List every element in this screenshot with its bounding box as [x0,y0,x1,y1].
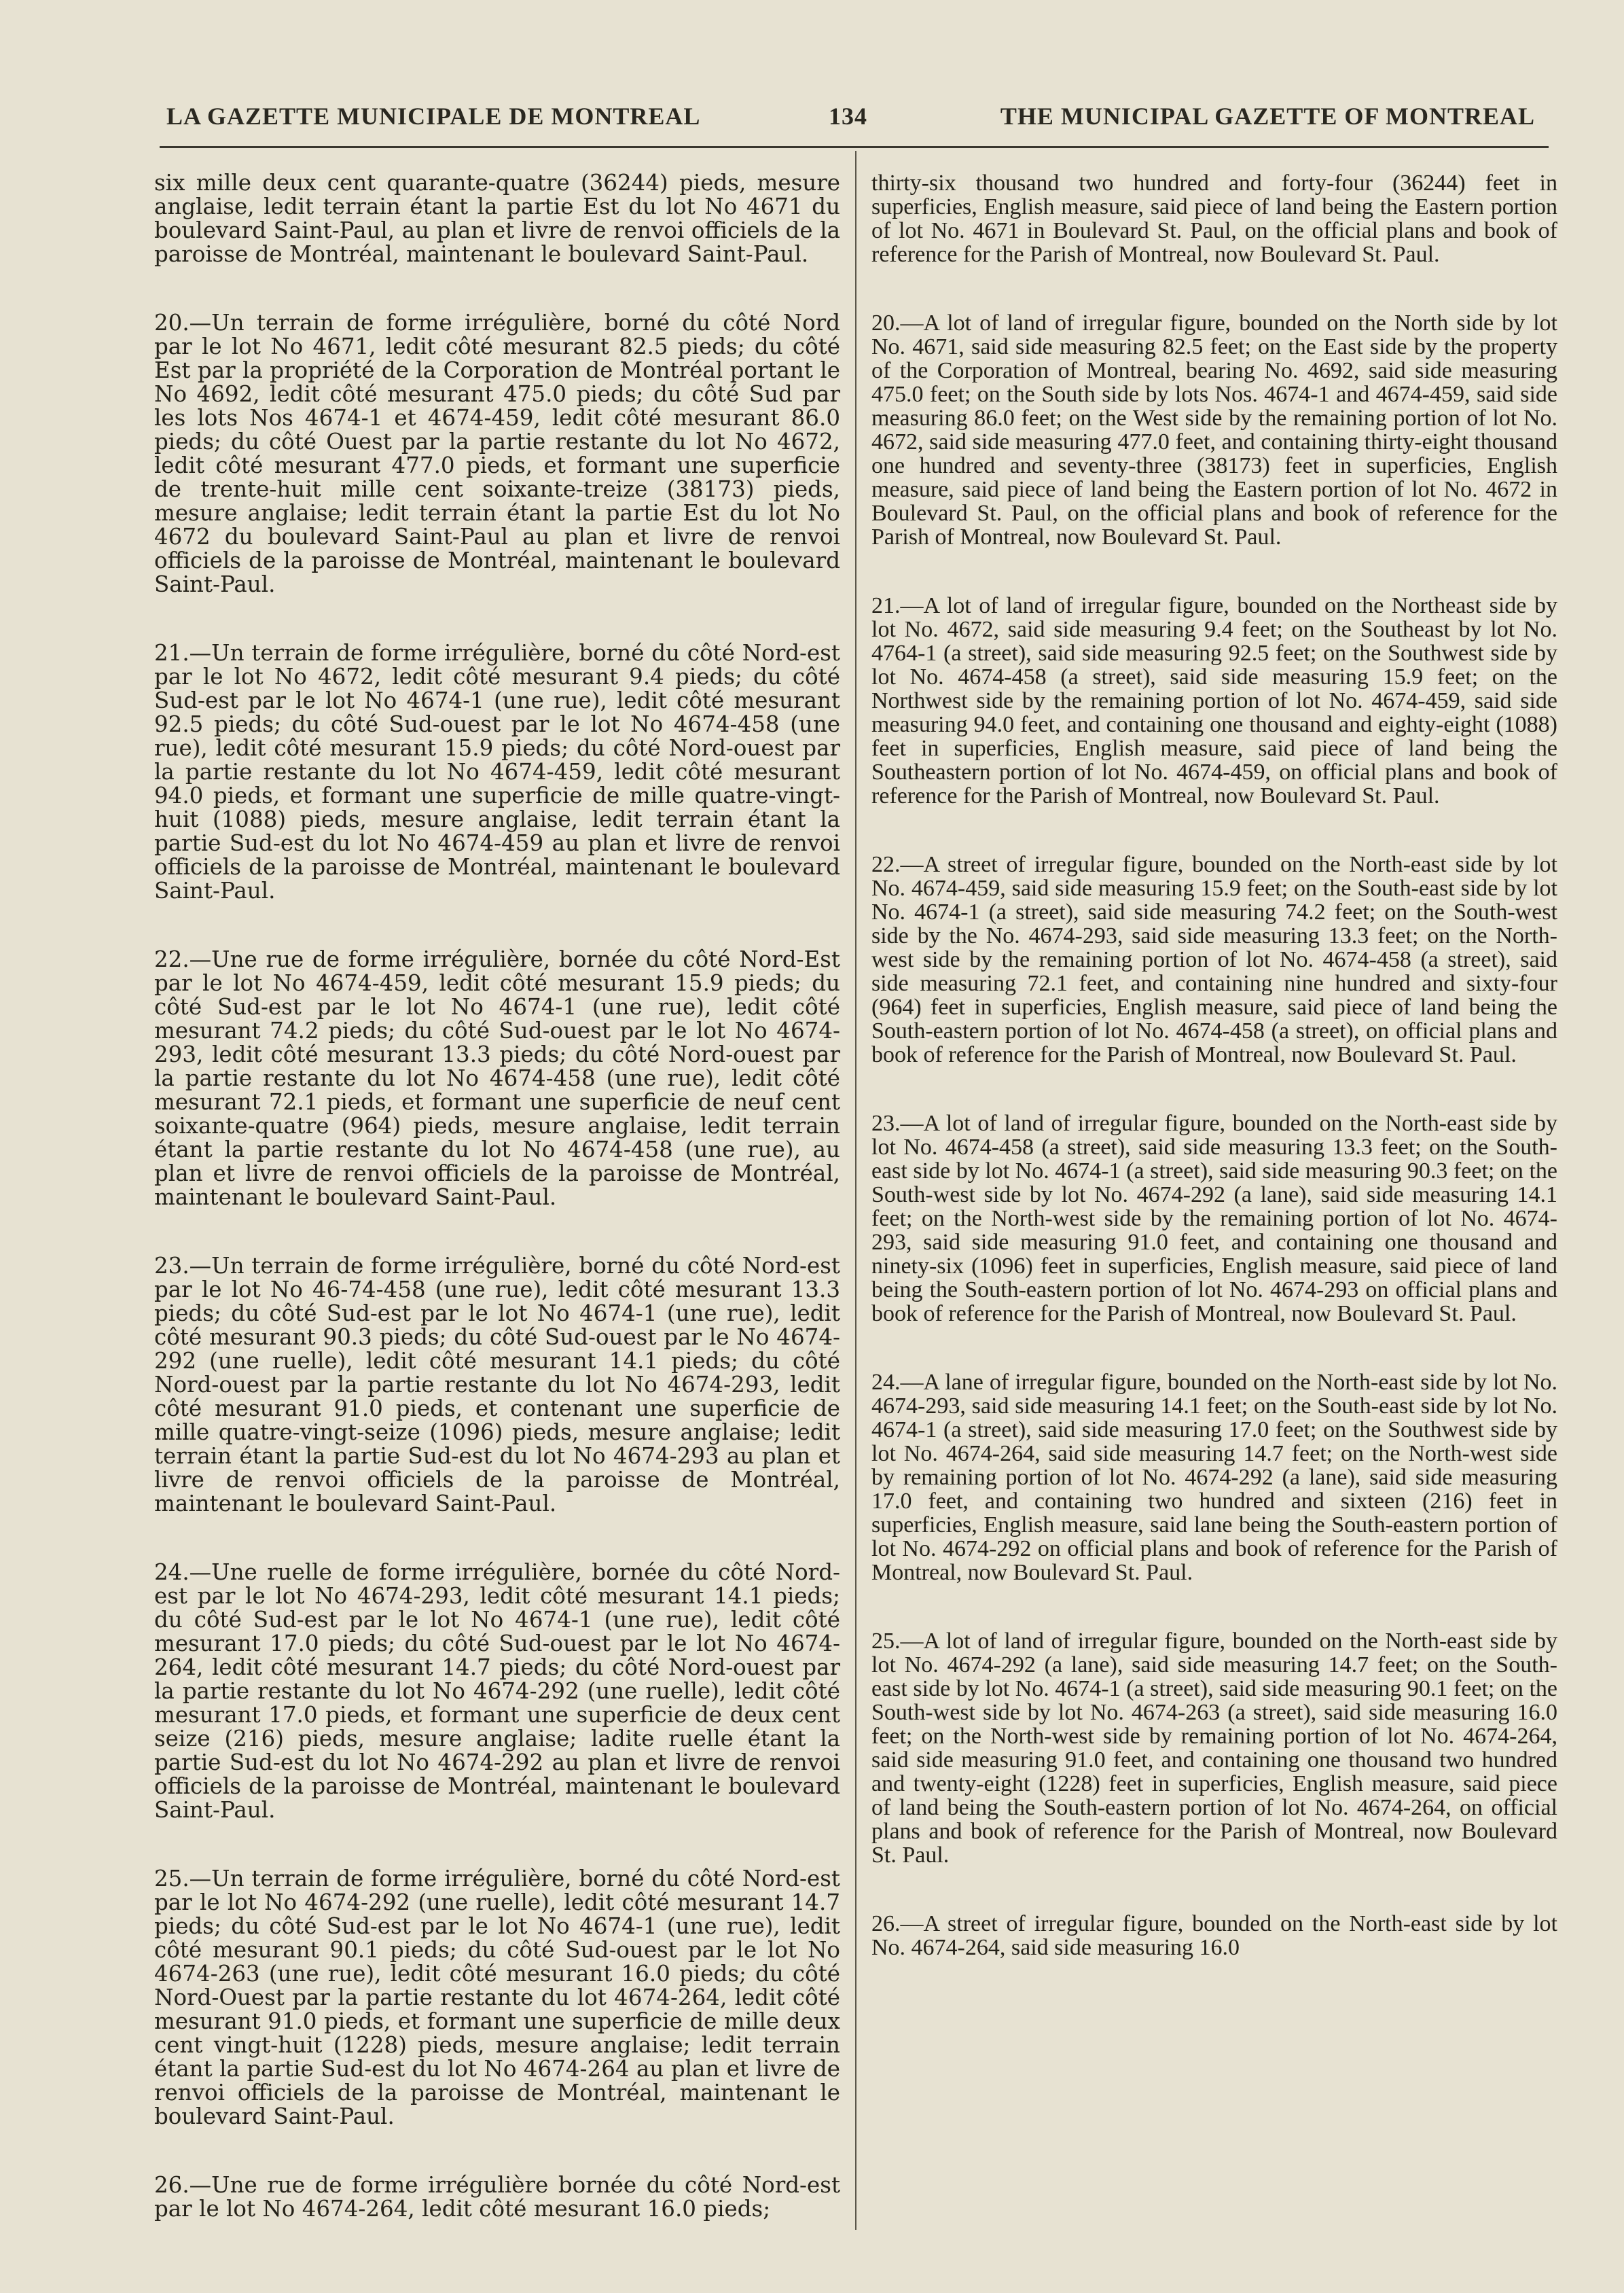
english-paragraph-21: 21.—A lot of land of irregular figure, bounded on the Northeast side by lot No. 4672, said side measuring 9.4 feet; on the Southeast by lot No. 4764-1 (a street), said side measuring 92.5 feet; on the Southwest side by lot No. 4674-458 (a street), said side measuring 15.9 feet; on the Northwest side by the remaining portion of lot No. 4674-459, said side measuring 94.0 feet, and containing one thousand and eighty-eight (1088) feet in superficies, English measure, said piece of land being the Southeastern portion of lot No. 4674-459, on official plans and book of reference for the Parish of Montreal, now Boulevard St. Paul. [871,593,1557,808]
column-divider [855,151,856,2230]
page-number: 134 [829,103,867,130]
french-paragraph-20: 20.—Un terrain de forme irrégulière, borné du côté Nord par le lot No 4671, ledit côté mesurant 82.5 pieds; du côté Est par la propriété de la Corporation de Montréal portant le No 4692, ledit côté mesurant 475.0 pieds; du côté Sud par les lots Nos 4674-1 et 4674-459, ledit côté mesurant 86.0 pieds; du côté Ouest par la partie restante du lot No 4672, ledit côté mesurant 477.0 pieds, et formant une superficie de trente-huit mille cent soixante-treize (38173) pieds, mesure anglaise; ledit terrain étant la partie Est du lot No 4672 du boulevard Saint-Paul au plan et livre de renvoi officiels de la paroisse de Montréal, maintenant le boulevard Saint-Paul. [154,310,840,597]
english-paragraph-20: 20.—A lot of land of irregular figure, bounded on the North side by lot No. 4671, said side measuring 82.5 feet; on the East side by the property of the Corporation of Montreal, bearing No. 4692, said side measuring 475.0 feet; on the South side by lots Nos. 4674-1 and 4674-459, said side measuring 86.0 feet; on the West side by the remaining portion of lot No. 4672, said side measuring 477.0 feet, and containing thirty-eight thousand one hundred and seventy-three (38173) feet in superficies, English measure, said piece of land being the Eastern portion of lot No. 4672 in Boulevard St. Paul, on the official plans and book of reference for the Parish of Montreal, now Boulevard St. Paul. [871,310,1557,550]
french-paragraph-26: 26.—Une rue de forme irrégulière bornée du côté Nord-est par le lot No 4674-264, ledit côté mesurant 16.0 pieds; [154,2172,840,2222]
french-paragraph-25: 25.—Un terrain de forme irrégulière, borné du côté Nord-est par le lot No 4674-292 (une ruelle), ledit côté mesurant 14.7 pieds; du côté Sud-est par le lot No 4674-1 (une rue), ledit côté mesurant 90.1 pieds; du côté Sud-ouest par le lot No 4674-263 (une rue), ledit côté mesurant 16.0 pieds; du côté Nord-Ouest par la partie restante du lot 4674-264, ledit côté mesurant 91.0 pieds, et formant une superficie de mille deux cent vingt-huit (1228) pieds, mesure anglaise; ledit terrain étant la partie Sud-est du lot No 4674-264 au plan et livre de renvoi officiels de la paroisse de Montréal, maintenant le boulevard Saint-Paul. [154,1866,840,2129]
french-column [154,171,840,2221]
french-paragraph-continuation: six mille deux cent quarante-quatre (36244) pieds, mesure anglaise, ledit terrain étant la partie Est du lot No 4671 du boulevard Saint-Paul, au plan et livre de renvoi officiels de la paroisse de Montréal, maintenant le boulevard Saint-Paul. [154,170,840,267]
english-paragraph-22: 22.—A street of irregular figure, bounded on the North-east side by lot No. 4674-459, said side measuring 15.9 feet; on the South-east side by lot No. 4674-1 (a street), said side measuring 74.2 feet; on the South-west side by the No. 4674-293, said side measuring 13.3 feet; on the North-west side by the remaining portion of lot No. 4674-458 (a street), said side measuring 72.1 feet, and containing nine hundred and sixty-four (964) feet in superficies, English measure, said piece of land being the South-eastern portion of lot No. 4674-458 (a street), on official plans and book of reference for the Parish of Montreal, now Boulevard St. Paul. [871,852,1557,1067]
french-paragraph-21: 21.—Un terrain de forme irrégulière, borné du côté Nord-est par le lot No 4672, ledit côté mesurant 9.4 pieds; du côté Sud-est par le lot No 4674-1 (une rue), ledit côté mesurant 92.5 pieds; du côté Sud-ouest par le lot No 4674-458 (une rue), ledit côté mesurant 15.9 pieds; du côté Nord-ouest par la partie restante du lot No 4674-459, ledit côté mesurant 94.0 pieds, et formant une superficie de mille quatre-vingt-huit (1088) pieds, mesure anglaise, ledit terrain étant la partie Sud-est du lot No 4674-459 au plan et livre de renvoi officiels de la paroisse de Montréal, maintenant le boulevard Saint-Paul. [154,640,840,904]
header-rule [160,146,1549,148]
french-paragraph-23: 23.—Un terrain de forme irrégulière, borné du côté Nord-est par le lot No 46-74-458 (une rue), ledit côté mesurant 13.3 pieds; du côté Sud-est par le lot No 4674-1 (une rue), ledit côté mesurant 90.3 pieds; du côté Sud-ouest par le No 4674-292 (une ruelle), ledit côté mesurant 14.1 pieds; du côté Nord-ouest par la partie restante du lot No 4674-293, ledit côté mesurant 91.0 pieds, et contenant une superficie de mille quatre-vingt-seize (1096) pieds, mesure anglaise; ledit terrain étant la partie Sud-est du lot No 4674-293 au plan et livre de renvoi officiels de la paroisse de Montréal, maintenant le boulevard Saint-Paul. [154,1253,840,1516]
english-paragraph-23: 23.—A lot of land of irregular figure, bounded on the North-east side by lot No. 4674-458 (a street), said side measuring 13.3 feet; on the South-east side by lot No. 4674-1 (a street), said side measuring 90.3 feet; on the South-west side by lot No. 4674-292 (a lane), said side measuring 14.1 feet; on the North-west side by the remaining portion of lot No. 4674-293, said side measuring 91.0 feet, and containing one thousand and ninety-six (1096) feet in superficies, English measure, said piece of land being the South-eastern portion of lot No. 4674-293 on official plans and book of reference for the Parish of Montreal, now Boulevard St. Paul. [871,1111,1557,1326]
header-english-title: THE MUNICIPAL GAZETTE OF MONTREAL [1000,103,1535,130]
english-paragraph-25: 25.—A lot of land of irregular figure, bounded on the North-east side by lot No. 4674-292 (a lane), said side measuring 14.7 feet; on the South-east side by lot No. 4674-1 (a street), said side measuring 90.1 feet; on the South-west side by lot No. 4674-263 (a street), said side measuring 16.0 feet; on the North-west side by remaining portion of lot No. 4674-264, said side measuring 91.0 feet, and containing one thousand two hundred and twenty-eight (1228) feet in superficies, English measure, said piece of land being the South-eastern portion of lot No. 4674-264, on official plans and book of reference for the Parish of Montreal, now Boulevard St. Paul. [871,1629,1557,1868]
french-paragraph-24: 24.—Une ruelle de forme irrégulière, bornée du côté Nord-est par le lot No 4674-293, ledit côté mesurant 14.1 pieds; du côté Sud-est par le lot No 4674-1 (une rue), ledit côté mesurant 17.0 pieds; du côté Sud-ouest par le lot No 4674-264, ledit côté mesurant 14.7 pieds; du côté Nord-ouest par la partie restante du lot No 4674-292 (une ruelle), ledit côté mesurant 17.0 pieds, et formant une superficie de deux cent seize (216) pieds, mesure anglaise; ladite ruelle étant la partie Sud-est du lot No 4674-292 au plan et livre de renvoi officiels de la paroisse de Montréal, maintenant le boulevard Saint-Paul. [154,1559,840,1823]
french-paragraph-22: 22.—Une rue de forme irrégulière, bornée du côté Nord-Est par le lot No 4674-459, ledit côté mesurant 15.9 pieds; du côté Sud-est par le lot No 4674-1 (une rue), ledit côté mesurant 74.2 pieds; du côté Sud-ouest par le lot No 4674-293, ledit côté mesurant 13.3 pieds; du côté Nord-ouest par la partie restante du lot No 4674-458 (une rue), ledit côté mesurant 72.1 pieds, et formant une superficie de neuf cent soixante-quatre (964) pieds, mesure anglaise, ledit terrain étant la partie restante du lot No 4674-458 (une rue), au plan et livre de renvoi officiels de la paroisse de Montréal, maintenant le boulevard Saint-Paul. [154,946,840,1210]
english-paragraph-26: 26.—A street of irregular figure, bounded on the North-east side by lot No. 4674-264, said side measuring 16.0 [871,1911,1557,1960]
english-column [871,171,1557,1959]
header-french-title: LA GAZETTE MUNICIPALE DE MONTREAL [166,103,701,130]
english-paragraph-continuation: thirty-six thousand two hundred and forty-four (36244) feet in superficies, English measure, said piece of land being the Eastern portion of lot No. 4671 in Boulevard St. Paul, on the official plans and book of reference for the Parish of Montreal, now Boulevard St. Paul. [871,171,1557,267]
english-paragraph-24: 24.—A lane of irregular figure, bounded on the North-east side by lot No. 4674-293, said side measuring 14.1 feet; on the South-east side by lot No. 4674-1 (a street), said side measuring 17.0 feet; on the Southwest side by lot No. 4674-264, said side measuring 14.7 feet; on the North-west side by remaining portion of lot No. 4674-292 (a lane), said side measuring 17.0 feet, and containing two hundred and sixteen (216) feet in superficies, English measure, said lane being the South-eastern portion of lot No. 4674-292 on official plans and book of reference for the Parish of Montreal, now Boulevard St. Paul. [871,1370,1557,1585]
page-header [166,102,1535,141]
